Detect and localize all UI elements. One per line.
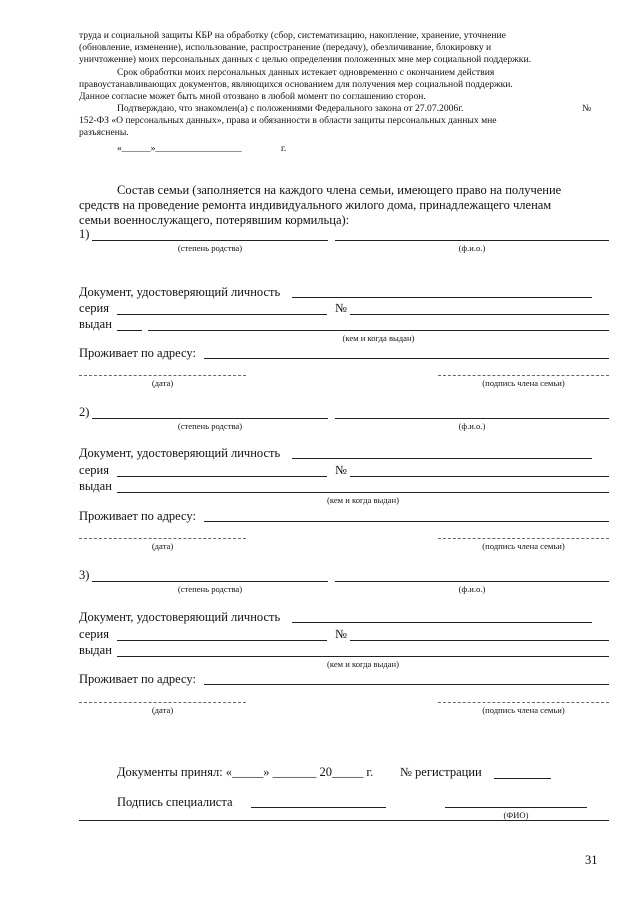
member-3-address-field[interactable] xyxy=(204,684,609,685)
member-3-id-doc-label: Документ, удостоверяющий личность xyxy=(79,610,281,624)
member-2-issued-caption: (кем и когда выдан) xyxy=(327,495,399,505)
member-1-id-doc-label: Документ, удостоверяющий личность xyxy=(79,285,281,299)
member-3-relation-caption: (степень родства) xyxy=(177,584,243,594)
specialist-signature-label: Подпись специалиста xyxy=(117,795,233,809)
member-1-date-field[interactable] xyxy=(79,375,246,376)
member-1-date-caption: (дата) xyxy=(151,378,174,388)
consent-line-7-number-sign: № xyxy=(582,103,592,114)
member-2-number: 2) xyxy=(79,405,90,419)
member-1-signature-field[interactable] xyxy=(438,375,609,376)
family-intro-1: Состав семьи (заполняется на каждого члена семьи, имеющего право на получение xyxy=(117,183,562,197)
consent-date-suffix: г. xyxy=(281,143,287,154)
family-intro-3: семьи военнослужащего, потерявшим кормильца): xyxy=(79,213,350,227)
member-1-number-label: № xyxy=(335,301,347,315)
specialist-signature-field[interactable] xyxy=(251,807,386,808)
member-2-date-caption: (дата) xyxy=(151,541,174,551)
registration-number-field[interactable] xyxy=(494,778,551,779)
member-3-address-label: Проживает по адресу: xyxy=(79,672,196,686)
member-2-number-field[interactable] xyxy=(350,476,609,477)
consent-line-2: (обновление, изменение), использование, распространение (передачу), обезличивание, блокировку и xyxy=(79,42,492,53)
specialist-fio-field[interactable] xyxy=(445,807,587,808)
member-2-address-field[interactable] xyxy=(204,521,609,522)
member-1-signature-caption: (подпись члена семьи) xyxy=(482,378,565,388)
member-3-signature-caption: (подпись члена семьи) xyxy=(482,705,565,715)
footer-divider xyxy=(79,820,609,821)
member-1-number-field[interactable] xyxy=(350,314,609,315)
member-2-fio-field[interactable] xyxy=(335,418,609,419)
member-2-signature-field[interactable] xyxy=(438,538,609,539)
member-1-relation-caption: (степень родства) xyxy=(177,243,243,253)
member-2-id-doc-field[interactable] xyxy=(292,458,592,459)
member-3-issued-field[interactable] xyxy=(117,656,609,657)
consent-date-line: «______»__________________ xyxy=(117,143,242,154)
member-1-id-doc-field[interactable] xyxy=(292,297,592,298)
member-2-signature-caption: (подпись члена семьи) xyxy=(482,541,565,551)
member-2-fio-caption: (ф.и.о.) xyxy=(458,421,486,431)
member-3-fio-caption: (ф.и.о.) xyxy=(458,584,486,594)
member-3-series-field[interactable] xyxy=(117,640,327,641)
member-3-number-field[interactable] xyxy=(350,640,609,641)
member-1-relation-field[interactable] xyxy=(92,240,328,241)
documents-accepted-line: Документы принял: «_____» _______ 20_____ г. xyxy=(117,765,374,779)
member-3-series-label: серия xyxy=(79,627,109,641)
member-2-address-label: Проживает по адресу: xyxy=(79,509,196,523)
consent-line-7: Подтверждаю, что знакомлен(а) с положениями Федерального закона от 27.07.2006г. xyxy=(117,103,464,114)
consent-line-9: разъяснены. xyxy=(79,127,129,138)
member-1-issued-label: выдан xyxy=(79,317,112,331)
page-number: 31 xyxy=(585,853,598,867)
member-3-relation-field[interactable] xyxy=(92,581,328,582)
member-1-series-field[interactable] xyxy=(117,314,327,315)
consent-line-5: правоустанавливающих документов, являющихся основанием для получения мер социальной поддержки. xyxy=(79,79,513,90)
member-1-address-field[interactable] xyxy=(204,358,609,359)
member-3-date-caption: (дата) xyxy=(151,705,174,715)
registration-number-label: № регистрации xyxy=(400,765,482,779)
consent-line-8: 152-ФЗ «О персональных данных», права и обязанности в области защиты персональных данных мне xyxy=(79,115,497,126)
consent-line-6: Данное согласие может быть мной отозвано в любой момент по соглашению сторон. xyxy=(79,91,426,102)
member-3-fio-field[interactable] xyxy=(335,581,609,582)
specialist-fio-caption: (ФИО) xyxy=(503,810,529,820)
member-1-series-label: серия xyxy=(79,301,109,315)
member-3-signature-field[interactable] xyxy=(438,702,609,703)
member-2-date-field[interactable] xyxy=(79,538,246,539)
member-3-issued-label: выдан xyxy=(79,643,112,657)
consent-line-1: труда и социальной защиты КБР на обработку (сбор, систематизацию, накопление, хранение, уточнение xyxy=(79,30,506,41)
member-2-id-doc-label: Документ, удостоверяющий личность xyxy=(79,446,281,460)
consent-line-4: Срок обработки моих персональных данных истекает одновременно с окончанием действия xyxy=(117,67,495,78)
consent-line-3: уничтожение) моих персональных данных с целью определения положенных мне мер социальной поддержки. xyxy=(79,54,531,65)
member-2-issued-field[interactable] xyxy=(117,492,609,493)
member-1-number: 1) xyxy=(79,227,90,241)
member-1-issued-caption: (кем и когда выдан) xyxy=(342,333,415,343)
member-2-number-label: № xyxy=(335,463,347,477)
member-2-series-label: серия xyxy=(79,463,109,477)
member-1-fio-caption: (ф.и.о.) xyxy=(458,243,486,253)
family-intro-2: средств на проведение ремонта индивидуального жилого дома, принадлежащего членам xyxy=(79,198,552,212)
member-3-number-label: № xyxy=(335,627,347,641)
member-1-issued-field[interactable] xyxy=(148,330,609,331)
member-2-series-field[interactable] xyxy=(117,476,327,477)
member-3-issued-caption: (кем и когда выдан) xyxy=(327,659,399,669)
member-2-issued-label: выдан xyxy=(79,479,112,493)
member-1-issued-prefix-line xyxy=(117,330,142,331)
member-3-date-field[interactable] xyxy=(79,702,246,703)
member-3-number: 3) xyxy=(79,568,90,582)
member-3-id-doc-field[interactable] xyxy=(292,622,592,623)
member-1-fio-field[interactable] xyxy=(335,240,609,241)
member-1-address-label: Проживает по адресу: xyxy=(79,346,196,360)
member-2-relation-field[interactable] xyxy=(92,418,328,419)
member-2-relation-caption: (степень родства) xyxy=(177,421,243,431)
